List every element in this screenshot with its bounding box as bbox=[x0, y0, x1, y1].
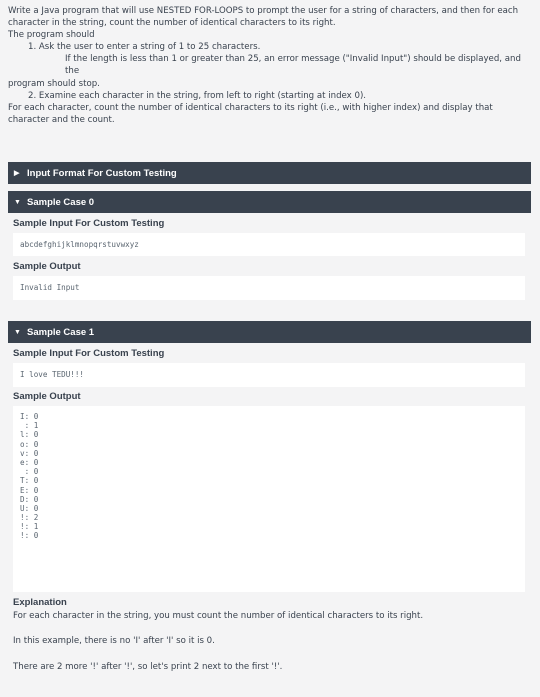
output-line: e: 0 bbox=[20, 457, 39, 467]
sample-1-output-label: Sample Output bbox=[13, 391, 81, 402]
explanation-line-1 bbox=[13, 610, 528, 622]
triangle-down-icon: ▼ bbox=[14, 328, 21, 336]
sample-case-1-label: Sample Case 1 bbox=[27, 326, 95, 338]
output-line: : 1 bbox=[20, 421, 39, 431]
step-1-detail-text: If the length is less than 1 or greater than 25, an error message ("Invalid Input") should be displayed, and the bbox=[65, 54, 521, 77]
explanation-line-3 bbox=[13, 661, 528, 673]
output-line: v: 0 bbox=[20, 448, 39, 458]
explanation-line-2 bbox=[13, 635, 528, 647]
sample-case-1-toggle[interactable] bbox=[8, 321, 531, 343]
explanation-text-2: In this example, there is no 'I' after 'I' so it is 0. bbox=[13, 636, 215, 646]
sample-case-0-toggle[interactable] bbox=[8, 191, 531, 213]
input-format-custom-testing-toggle[interactable] bbox=[8, 162, 531, 184]
step-1-detail-cont-text: program should stop. bbox=[8, 78, 100, 89]
step-2-text: 2. Examine each character in the string, from left to right (starting at index 0). bbox=[28, 90, 367, 101]
explanation-label: Explanation bbox=[13, 597, 67, 608]
output-line: E: 0 bbox=[20, 485, 39, 495]
triangle-down-icon: ▼ bbox=[14, 198, 21, 206]
sample-1-input-text: I love TEDU!!! bbox=[20, 370, 85, 379]
program-should-text: The program should bbox=[8, 30, 95, 41]
sample-1-output-box bbox=[13, 406, 525, 592]
sample-1-input-box bbox=[13, 363, 525, 387]
intro-text: Write a Java program that will use NESTED FOR-LOOPS to prompt the user for a string of characters, and then for each character in the string, count the number of identical characters to its right. bbox=[8, 6, 519, 29]
sample-1-input-label: Sample Input For Custom Testing bbox=[13, 348, 165, 359]
sample-0-input-label: Sample Input For Custom Testing bbox=[13, 218, 165, 229]
sample-case-0-label: Sample Case 0 bbox=[27, 196, 95, 208]
sample-0-output-label: Sample Output bbox=[13, 261, 81, 272]
output-line: D: 0 bbox=[20, 494, 39, 504]
output-line: l: 0 bbox=[20, 430, 39, 440]
output-line: !: 2 bbox=[20, 513, 39, 523]
output-line: I: 0 bbox=[20, 412, 39, 421]
step-1-text: 1. Ask the user to enter a string of 1 to 25 characters. bbox=[28, 42, 261, 53]
sample-0-input-text: abcdefghijklmnopqrstuvwxyz bbox=[20, 240, 139, 249]
sample-0-input-box bbox=[13, 233, 525, 256]
explanation-text-1: For each character in the string, you must count the number of identical characters to its right. bbox=[13, 611, 424, 621]
input-format-label: Input Format For Custom Testing bbox=[27, 167, 177, 179]
sample-0-output-text: Invalid Input bbox=[20, 283, 80, 292]
problem-statement bbox=[8, 5, 533, 126]
output-line: !: 1 bbox=[20, 522, 39, 532]
output-line: !: 0 bbox=[20, 531, 39, 541]
output-line: U: 0 bbox=[20, 503, 39, 513]
output-line: T: 0 bbox=[20, 476, 39, 486]
output-line: o: 0 bbox=[20, 439, 39, 449]
triangle-right-icon: ▶ bbox=[14, 170, 20, 177]
explanation-text-3: There are 2 more '!' after '!', so let's print 2 next to the first '!'. bbox=[13, 662, 283, 672]
summary-text: For each character, count the number of identical characters to its right (i.e., with higher index) and display that character and the count. bbox=[8, 102, 493, 125]
sample-0-output-box bbox=[13, 276, 525, 300]
output-line: : 0 bbox=[20, 467, 39, 477]
